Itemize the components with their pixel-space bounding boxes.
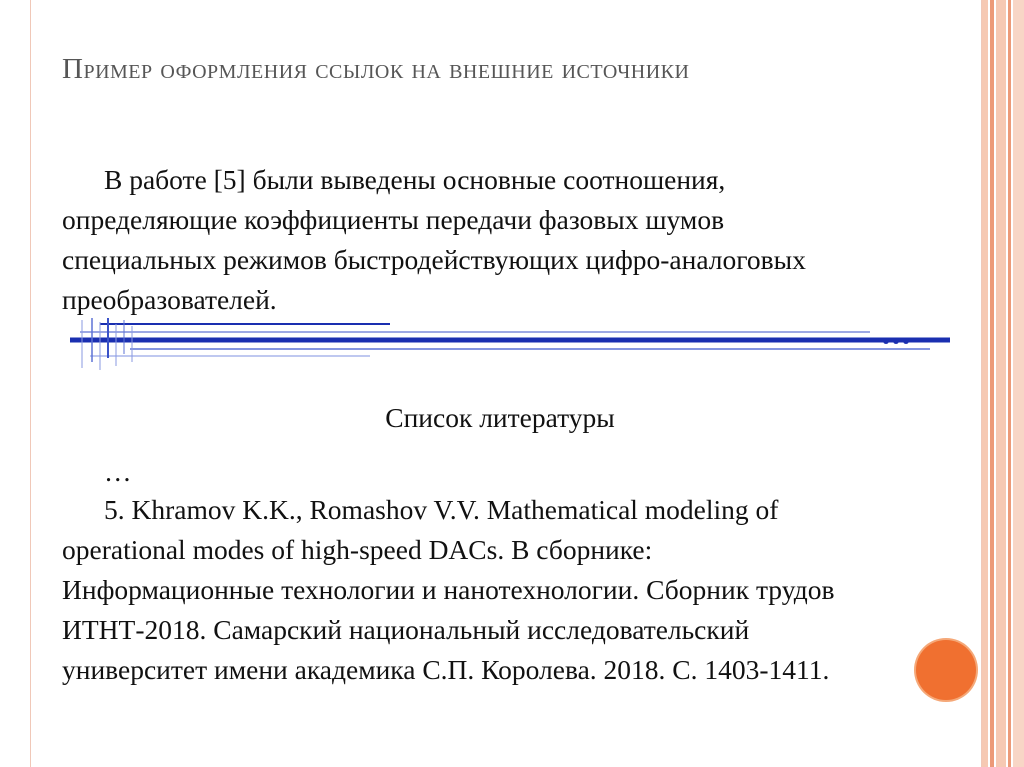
right-stripe-1: [982, 0, 988, 767]
right-stripe-3: [996, 0, 1006, 767]
references-ellipsis: …: [104, 456, 132, 487]
body-paragraph: В работе [5] были выведены основные соотношения, определяющие коэффициенты передачи фазовых шумов специальных режимов быстродействующих цифро-аналоговых преобразователей.: [62, 164, 806, 315]
references-heading: Список литературы: [385, 402, 615, 433]
right-stripe-2: [990, 0, 994, 767]
blue-lines-decoration: [70, 318, 950, 374]
right-stripe-5: [1013, 0, 1024, 767]
reference-item: 5. Khramov K.K., Romashov V.V. Mathematical modeling of operational modes of high-speed DACs. В сборнике: Информационные технологии и нанотехнологии. Сборник трудов ИТНТ-2018. Самарский национальный исследовательский университет имени академика С.П. Королева. 2018. С. 1403-1411.: [62, 494, 835, 685]
orange-circle-decoration: [916, 640, 976, 700]
slide-title: Пример оформления ссылок на внешние источники: [62, 53, 690, 85]
right-stripe-4: [1008, 0, 1011, 767]
